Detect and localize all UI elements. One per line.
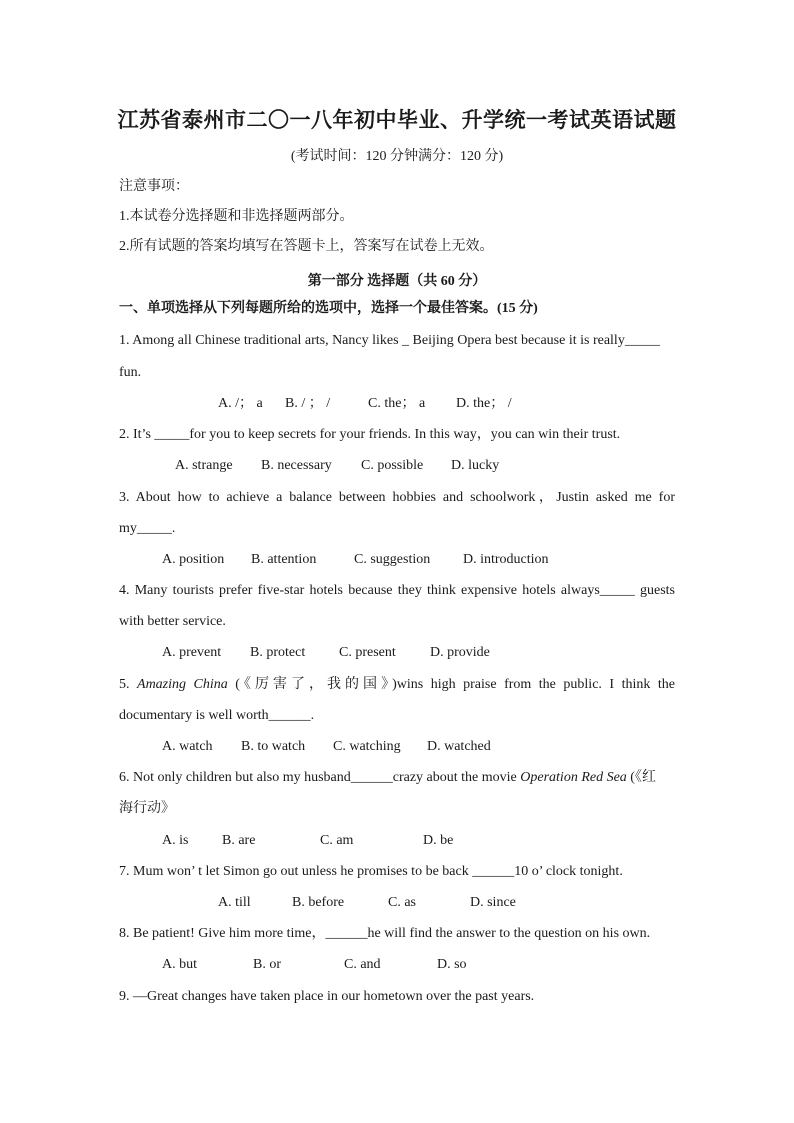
question-6-text: [119, 769, 675, 787]
notice-item-1: 1.本试卷分选择题和非选择题两部分。: [119, 209, 354, 224]
option-c: C. as: [388, 895, 416, 910]
question-5-title: Amazing China: [137, 677, 228, 692]
option-d: D. introduction: [463, 552, 549, 567]
question-6-prefix: 6. Not only children but also my husband______crazy about the movie: [119, 770, 521, 785]
exam-subtitle: (考试时间：120 分钟满分：120 分): [290, 149, 504, 164]
option-d: D. since: [470, 895, 516, 910]
question-4-text: 4. Many tourists prefer five-star hotels because they think expensive hotels always_____ guests: [119, 583, 675, 598]
option-c: C. present: [339, 645, 396, 660]
option-b: B. attention: [251, 552, 317, 567]
section-one-heading: 一、单项选择从下列每题所给的选项中，选择一个最佳答案。(15 分): [119, 301, 538, 316]
question-6-text-cont: 海行动》: [119, 801, 175, 816]
option-b: B. or: [253, 957, 281, 972]
option-a: A. but: [162, 957, 197, 972]
option-d: D. lucky: [451, 458, 500, 473]
option-c: C. am: [320, 833, 354, 848]
notice-heading: 注意事项：: [119, 179, 189, 194]
question-5-text: [119, 676, 675, 694]
question-3-text-cont: my_____.: [119, 521, 176, 536]
option-a: A. /； a: [218, 396, 263, 411]
option-d: D. provide: [430, 645, 490, 660]
question-3-text: 3. About how to achieve a balance between hobbies and schoolwork，Justin asked me for: [119, 490, 675, 505]
option-d: D. be: [423, 833, 454, 848]
option-b: B. / ； /: [285, 396, 331, 411]
question-1-text-cont: fun.: [119, 365, 142, 380]
option-c: C. possible: [361, 458, 424, 473]
question-5-text-cont: documentary is well worth______.: [119, 708, 315, 723]
question-8-text: 8. Be patient! Give him more time，______he will find the answer to the question on his own.: [119, 926, 651, 941]
option-a: A. position: [162, 552, 225, 567]
option-a: A. prevent: [162, 645, 222, 660]
question-6-title: Operation Red Sea: [520, 770, 627, 785]
question-5-rest: (《厉害了，我的国》)wins high praise from the public. I think the: [227, 677, 675, 692]
option-b: B. to watch: [241, 739, 306, 754]
question-7-text: 7. Mum won’ t let Simon go out unless he promises to be back ______10 o’ clock tonight.: [119, 864, 623, 879]
option-a: A. is: [162, 833, 189, 848]
question-5-prefix: 5.: [119, 677, 138, 692]
exam-title: 江苏省泰州市二〇一八年初中毕业、升学统一考试英语试题: [117, 108, 677, 132]
option-a: A. strange: [175, 458, 233, 473]
option-d: D. the； /: [456, 396, 512, 411]
option-d: D. so: [437, 957, 467, 972]
question-4-text-cont: with better service.: [119, 614, 226, 629]
option-c: C. watching: [333, 739, 401, 754]
option-c: C. the； a: [368, 396, 426, 411]
notice-item-2: 2.所有试题的答案均填写在答题卡上，答案写在试卷上无效。: [119, 239, 494, 254]
question-6-rest: (《红: [626, 770, 656, 785]
option-b: B. are: [222, 833, 256, 848]
option-c: C. suggestion: [354, 552, 431, 567]
part-one-heading: 第一部分 选择题（共 60 分）: [307, 274, 487, 289]
option-d: D. watched: [427, 739, 491, 754]
option-b: B. necessary: [261, 458, 332, 473]
option-b: B. protect: [250, 645, 306, 660]
option-a: A. watch: [162, 739, 213, 754]
question-1-text: 1. Among all Chinese traditional arts, Nancy likes _ Beijing Opera best because it is really_____: [119, 333, 660, 348]
question-2-text: 2. It’s _____for you to keep secrets for your friends. In this way，you can win their trust.: [119, 427, 621, 442]
question-9-text: 9. —Great changes have taken place in our hometown over the past years.: [119, 989, 535, 1004]
option-a: A. till: [218, 895, 251, 910]
option-c: C. and: [344, 957, 381, 972]
option-b: B. before: [292, 895, 345, 910]
